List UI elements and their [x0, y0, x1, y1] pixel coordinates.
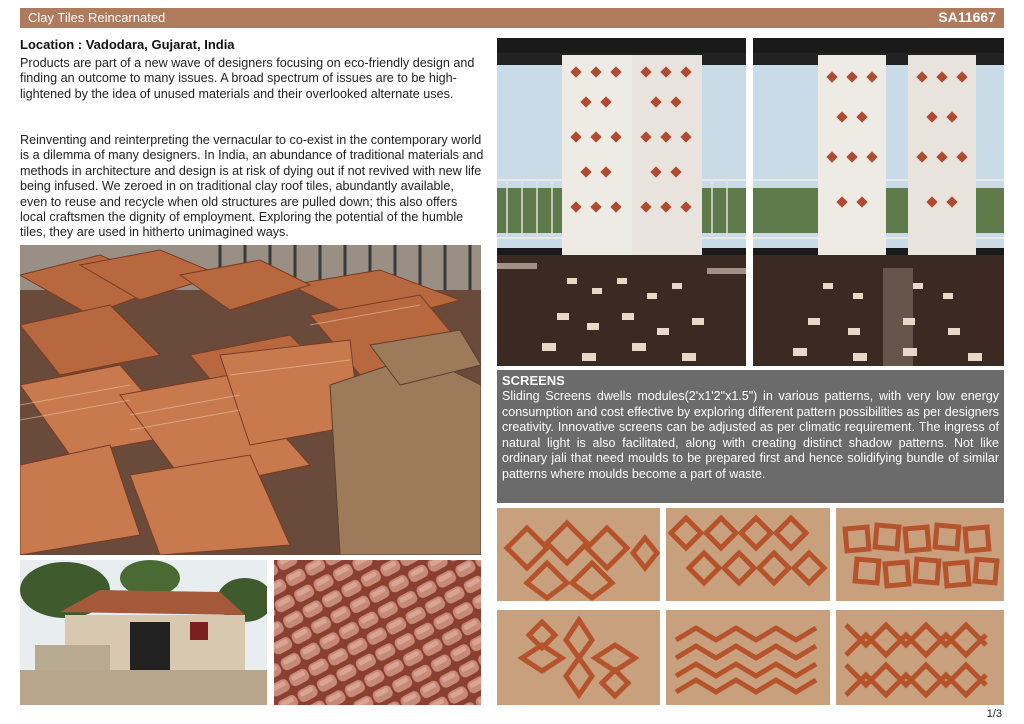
pattern-photo-5 [666, 610, 830, 705]
pattern-photo-6 [836, 610, 1004, 705]
intro-paragraph: Products are part of a new wave of designers focusing on eco-friendly design and finding an outcome to many issues. A broad spectrum of issues are to be high-lightened by the idea of unused materials and their overlooked alternate uses. [20, 56, 475, 101]
location-heading: Location : Vadodara, Gujarat, India [20, 37, 235, 52]
page-number: 1/3 [986, 708, 1002, 720]
tiled-roof-photo [274, 560, 481, 705]
screens-body: Sliding Screens dwells modules(2'x1'2"x1.5") in various patterns, with very low energy consumption and cost effective by exploring different pattern possibilities as per designers creativity. Innovative screens can be adjusted as per climatic requirement. The ingress of natural light is also facilitated, along with creating distinct shadow patterns. Not like ordinary jali that need moulds to be prepared first and hence solidifying bundle of similar patterns where moulds become a part of waste. [502, 389, 999, 481]
village-house-photo [20, 560, 267, 705]
project-code: SA11667 [938, 9, 996, 25]
pattern-photo-1 [497, 508, 660, 601]
stacked-roof-tiles-photo [20, 245, 481, 555]
project-title: Clay Tiles Reincarnated [28, 10, 166, 25]
screens-terrace-photo-left [497, 38, 746, 366]
screens-terrace-photo-right [753, 38, 1004, 366]
header-bar [20, 8, 1004, 28]
description-paragraph: Reinventing and reinterpreting the vernacular to co-exist in the contemporary world is a dilemma of many designers. In India, an abundance of traditional materials and methods in architecture and design is at risk of dying out if not revived with new life being infused. We zeroed in on traditional clay roof tiles, abundantly available, even to reuse and recycle when old structures are pulled down; this also offers local craftsmen the dignity of employment. Exploring the potential of the humble tiles, they are used in hitherto unimagined ways. [20, 133, 484, 240]
pattern-photo-3 [836, 508, 1004, 601]
pattern-photo-2 [666, 508, 830, 601]
screens-heading: SCREENS [502, 373, 565, 388]
screens-description-box [497, 370, 1004, 503]
pattern-photo-4 [497, 610, 660, 705]
